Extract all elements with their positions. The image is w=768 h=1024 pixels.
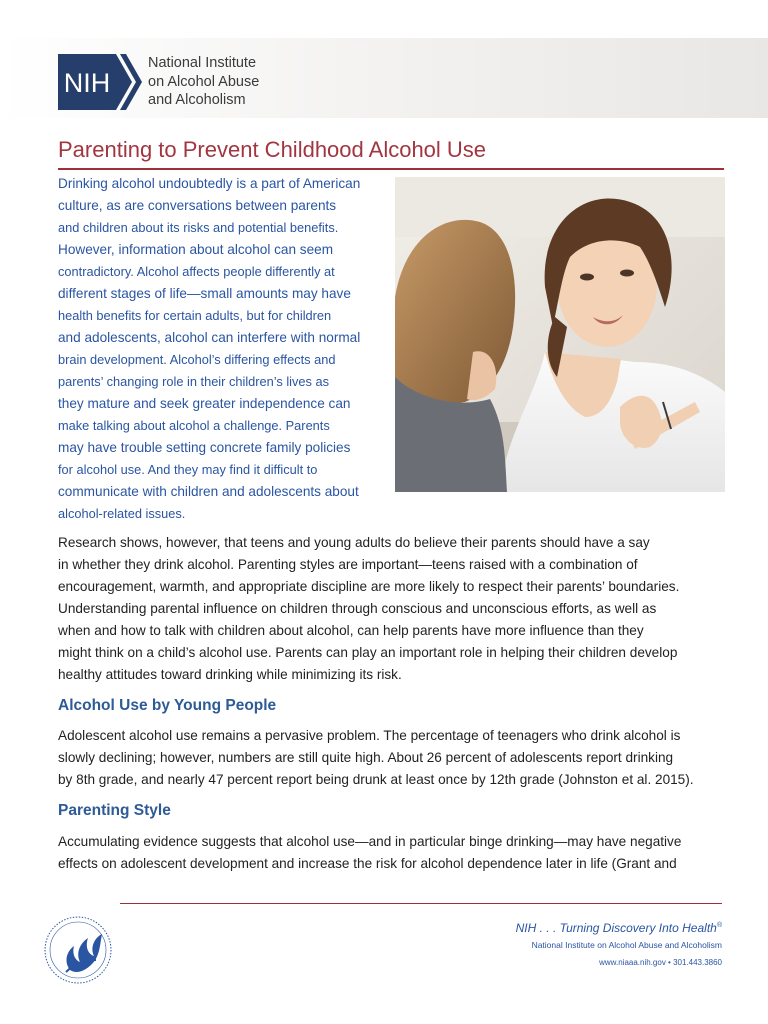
body-line: slowly declining; however, numbers are still quite high. About 26 percent of adolescents report drinking xyxy=(58,750,674,765)
org-name-line: on Alcohol Abuse xyxy=(148,73,260,90)
intro-paragraph xyxy=(58,173,388,525)
hhs-seal-icon xyxy=(40,912,116,988)
footer-contact[interactable]: www.niaaa.nih.gov • 301.443.3860 xyxy=(599,958,722,967)
body-line: effects on adolescent development and increase the risk for alcohol dependence later in life (Grant and xyxy=(58,856,677,871)
intro-line: parents’ changing role in their children’s lives as xyxy=(58,374,330,389)
footer-org-name: National Institute on Alcohol Abuse and Alcoholism xyxy=(531,940,722,950)
intro-line: they mature and seek greater independence can xyxy=(58,396,351,411)
intro-line: Drinking alcohol undoubtedly is a part of American xyxy=(58,176,361,191)
body-line: in whether they drink alcohol. Parenting styles are important—teens raised with a combination of xyxy=(58,557,638,572)
intro-line: brain development. Alcohol’s differing effects and xyxy=(58,352,336,367)
tagline-text: NIH . . . Turning Discovery Into Health xyxy=(515,921,717,935)
body-line: Understanding parental influence on children through conscious and unconscious efforts, as well as xyxy=(58,601,657,616)
section-heading-alcohol-use: Alcohol Use by Young People xyxy=(58,697,277,714)
body-line: healthy attitudes toward drinking while minimizing its risk. xyxy=(58,667,402,682)
page-title: Parenting to Prevent Childhood Alcohol Use xyxy=(58,137,487,162)
org-name xyxy=(148,54,259,110)
title-divider xyxy=(58,168,724,170)
registered-mark: ® xyxy=(716,922,722,929)
intro-line: different stages of life—small amounts may have xyxy=(58,286,351,301)
intro-line: and children about its risks and potential benefits. xyxy=(58,220,339,235)
alcohol-use-paragraph xyxy=(58,725,728,791)
org-name-line: and Alcoholism xyxy=(148,92,246,108)
parent-child-photo xyxy=(395,177,725,492)
body-line: Adolescent alcohol use remains a pervasive problem. The percentage of teenagers who drink alcohol is xyxy=(58,728,681,743)
section-heading-parenting-style: Parenting Style xyxy=(58,802,171,819)
body-line: by 8th grade, and nearly 47 percent report being drunk at least once by 12th grade (Johnston et al. 2015). xyxy=(58,772,694,787)
intro-line: alcohol-related issues. xyxy=(58,506,186,521)
intro-line: and adolescents, alcohol can interfere with normal xyxy=(58,330,361,345)
intro-line: for alcohol use. And they may find it difficult to xyxy=(58,462,318,477)
nih-logo xyxy=(58,54,142,110)
footer-divider xyxy=(120,903,722,904)
intro-body-paragraph xyxy=(58,532,728,686)
footer-tagline xyxy=(516,921,722,935)
intro-line: culture, as are conversations between parents xyxy=(58,198,337,213)
body-line: encouragement, warmth, and appropriate discipline are more likely to respect their parents’ boundaries. xyxy=(58,579,680,594)
intro-line: However, information about alcohol can seem xyxy=(58,242,334,257)
intro-line: contradictory. Alcohol affects people differently at xyxy=(58,264,335,279)
body-line: Accumulating evidence suggests that alcohol use—and in particular binge drinking—may have negative xyxy=(58,834,682,849)
nih-logo-text: NIH xyxy=(63,68,111,98)
body-line: when and how to talk with children about alcohol, can help parents have more influence than they xyxy=(58,623,644,638)
org-name-line: National Institute xyxy=(148,55,257,71)
intro-line: may have trouble setting concrete family policies xyxy=(58,440,351,455)
intro-line: make talking about alcohol a challenge. Parents xyxy=(58,418,330,433)
intro-line: health benefits for certain adults, but for children xyxy=(58,308,332,323)
parenting-style-paragraph xyxy=(58,831,728,875)
intro-line: communicate with children and adolescents about xyxy=(58,484,359,499)
body-line: Research shows, however, that teens and young adults do believe their parents should have a say xyxy=(58,535,650,550)
body-line: might think on a child’s alcohol use. Parents can play an important role in helping their children develop xyxy=(58,645,678,660)
